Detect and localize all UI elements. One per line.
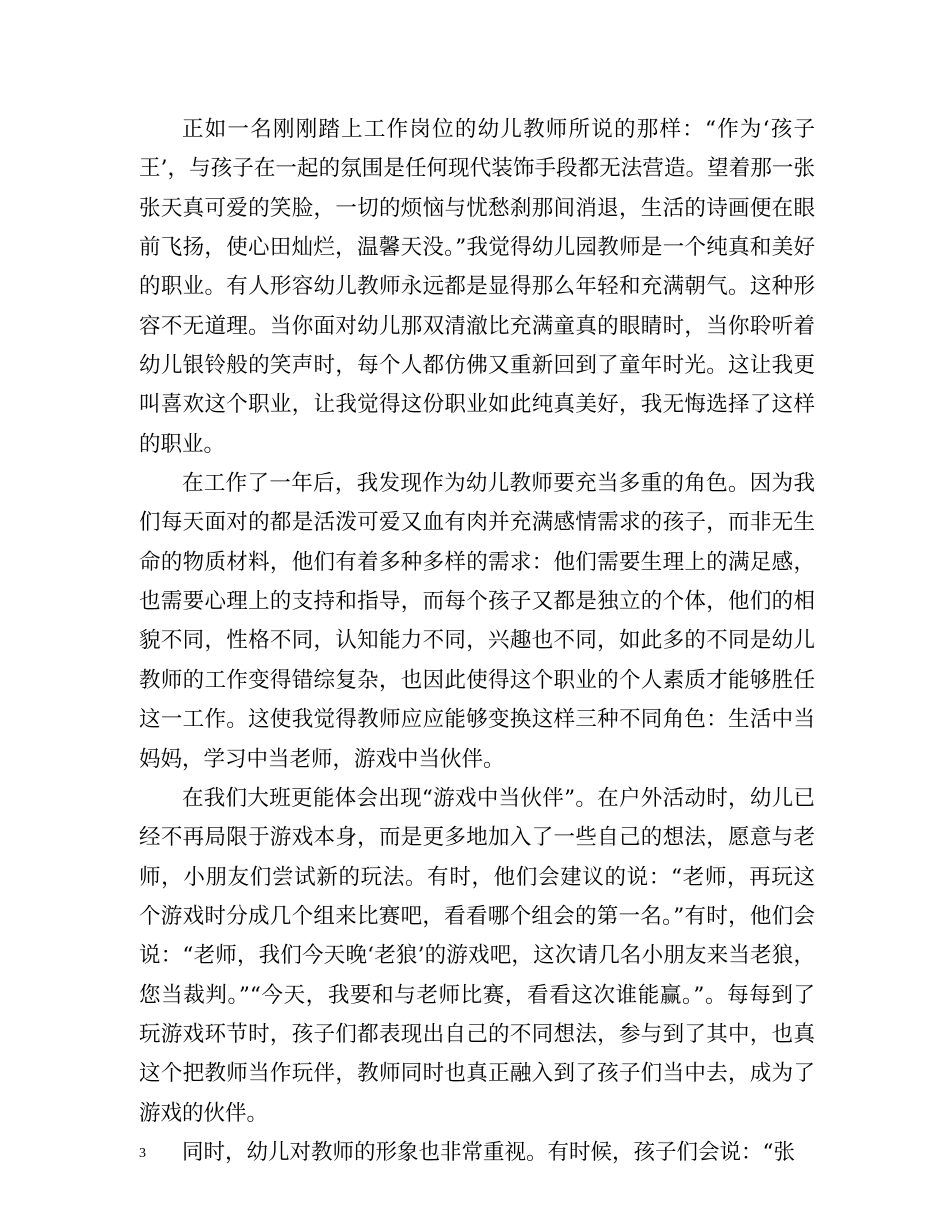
paragraph-4: 同时，幼儿对教师的形象也非常重视。有时候，孩子们会说：“张 bbox=[182, 1139, 795, 1165]
document-body bbox=[139, 110, 815, 1172]
paragraph-1: 正如一名刚刚踏上工作岗位的幼儿教师所说的那样：“作为‘孩子王’，与孩子在一起的氛围是任何现代装饰手段都无法营造。望着那一张张天真可爱的笑脸，一切的烦恼与忧愁刹那间消退，生活的诗画便在眼前飞扬，使心田灿烂，温馨天没。”我觉得幼儿园教师是一个纯真和美好的职业。有人形容幼儿教师永远都是显得那么年轻和充满朝气。这种形容不无道理。当你面对幼儿那双清澈比充满童真的眼睛时，当你聆听着幼儿银铃般的笑声时，每个人都仿佛又重新回到了童年时光。这让我更叫喜欢这个职业，让我觉得这份职业如此纯真美好，我无悔选择了这样的职业。 bbox=[139, 117, 815, 457]
paragraph-2: 在工作了一年后，我发现作为幼儿教师要充当多重的角色。因为我们每天面对的都是活泼可爱又血有肉并充满感情需求的孩子，而非无生命的物质材料，他们有着多种多样的需求：他们需要生理上的满足感，也需要心理上的支持和指导，而每个孩子又都是独立的个体，他们的相貌不同，性格不同，认知能力不同，兴趣也不同，如此多的不同是幼儿教师的工作变得错综复杂，也因此使得这个职业的个人素质才能够胜任这一工作。这使我觉得教师应应能够变换这样三种不同角色：生活中当妈妈，学习中当老师，游戏中当伙伴。 bbox=[139, 471, 815, 772]
page-number: 3 bbox=[139, 1146, 146, 1161]
paragraph-3: 在我们大班更能体会出现“游戏中当伙伴”。在户外活动时，幼儿已经不再局限于游戏本身，而是更多地加入了一些自己的想法，愿意与老师，小朋友们尝试新的玩法。有时，他们会建议的说：“老师，再玩这个游戏时分成几个组来比赛吧，看看哪个组会的第一名。”有时，他们会说：“老师，我们今天晚‘老狼’的游戏吧，这次请几名小朋友来当老狼，您当裁判。”“今天，我要和与老师比赛，看看这次谁能赢。”。每每到了玩游戏环节时，孩子们都表现出自己的不同想法，参与到了其中，也真这个把教师当作玩伴，教师同时也真正融入到了孩子们当中去，成为了游戏的伙伴。 bbox=[139, 785, 815, 1126]
